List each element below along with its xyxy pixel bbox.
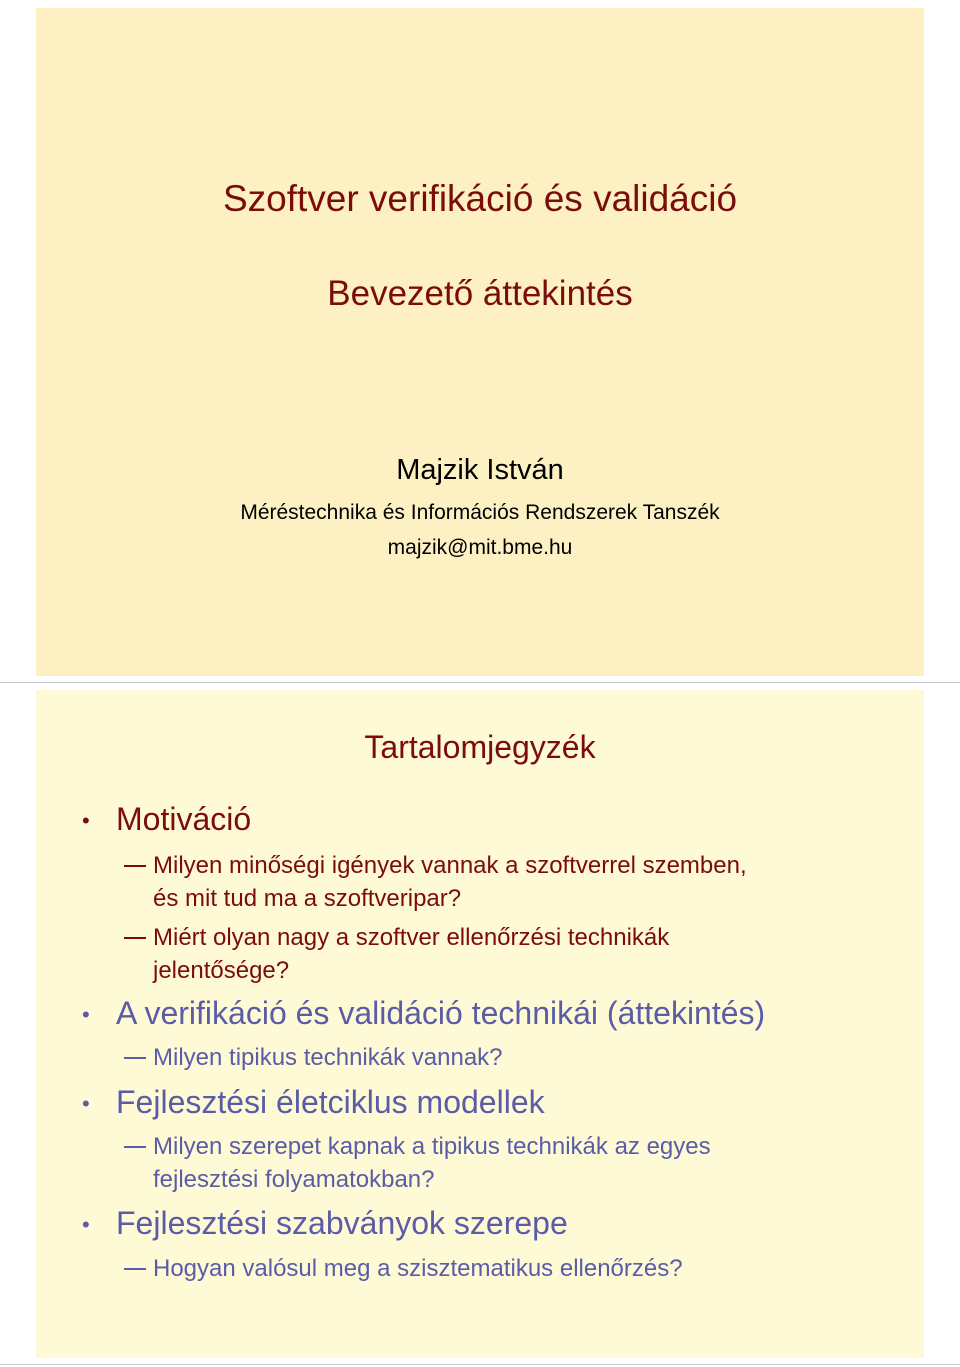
slide-subtitle: Bevezető áttekintés bbox=[327, 274, 633, 313]
toc-item-motivacio: Motiváció bbox=[116, 801, 252, 837]
dash-icon bbox=[124, 1268, 146, 1270]
title-slide bbox=[36, 8, 924, 676]
department: Méréstechnika és Információs Rendszerek Tanszék bbox=[240, 501, 720, 524]
bullet-icon: • bbox=[82, 808, 90, 833]
dash-icon bbox=[124, 937, 146, 939]
dash-icon bbox=[124, 865, 146, 867]
toc-item-lifecycle: Fejlesztési életciklus modellek bbox=[116, 1084, 545, 1120]
toc-item-standards: Fejlesztési szabványok szerepe bbox=[116, 1205, 568, 1241]
toc-subitem: Hogyan valósul meg a szisztematikus ellenőrzés? bbox=[153, 1255, 683, 1282]
toc-subitem: Milyen minőségi igények vannak a szoftverrel szemben, és mit tud ma a szoftveripar? bbox=[153, 852, 747, 912]
toc-item-techniques: A verifikáció és validáció technikái (áttekintés) bbox=[116, 995, 766, 1031]
page-divider bbox=[0, 682, 960, 683]
dash-icon bbox=[124, 1146, 146, 1148]
author-name: Majzik István bbox=[396, 454, 564, 486]
toc-title: Tartalomjegyzék bbox=[364, 729, 596, 765]
page-bottom-line bbox=[0, 1364, 960, 1365]
toc-subitem: Milyen tipikus technikák vannak? bbox=[153, 1044, 503, 1071]
bullet-icon: • bbox=[82, 1002, 90, 1027]
slide-title: Szoftver verifikáció és validáció bbox=[222, 178, 738, 219]
bullet-icon: • bbox=[82, 1091, 90, 1116]
toc-subitem: Miért olyan nagy a szoftver ellenőrzési technikák jelentősége? bbox=[153, 924, 670, 984]
author-email: majzik@mit.bme.hu bbox=[387, 536, 573, 559]
toc-subitem: Milyen szerepet kapnak a tipikus technikák az egyes fejlesztési folyamatokban? bbox=[153, 1133, 711, 1193]
bullet-icon: • bbox=[82, 1212, 90, 1237]
dash-icon bbox=[124, 1057, 146, 1059]
